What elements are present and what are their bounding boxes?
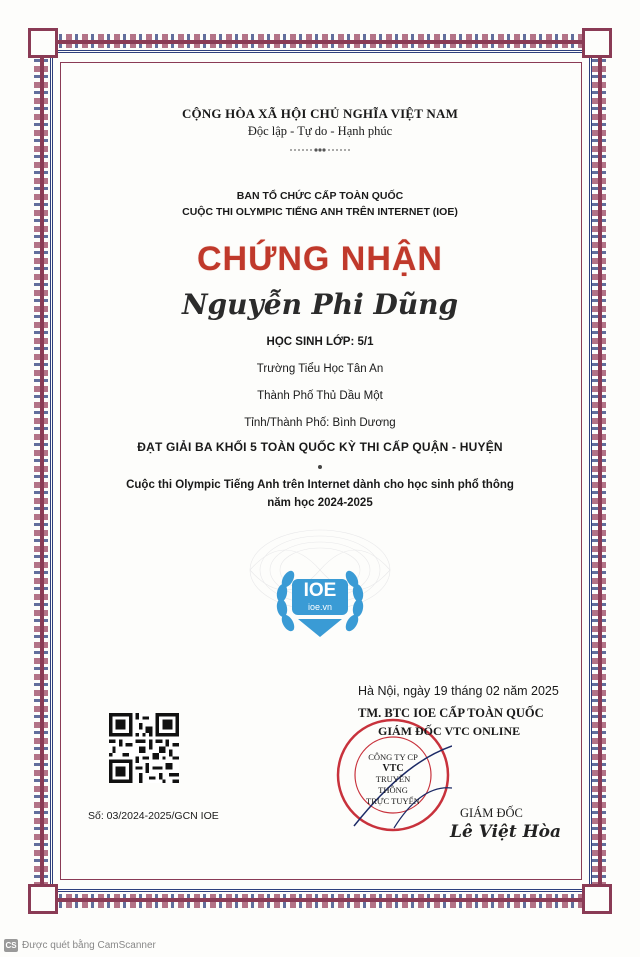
corner-ornament-top-left	[28, 28, 58, 58]
organizer-line-2: CUỘC THI OLYMPIC TIẾNG ANH TRÊN INTERNET (IOE)	[182, 206, 458, 218]
school-name: Trường Tiểu Học Tân An	[256, 363, 384, 375]
recipient-name: Nguyễn Phi Dũng	[181, 288, 459, 321]
star-divider-icon	[290, 146, 350, 154]
director-name: Lê Việt Hòa	[450, 822, 562, 842]
nation-title: CỘNG HÒA XÃ HỘI CHỦ NGHĨA VIỆT NAM	[181, 106, 459, 121]
scanner-footer-text: Được quét bằng CamScanner	[22, 940, 156, 951]
signatory-title-1: TM. BTC IOE CẤP TOÀN QUỐC	[358, 706, 544, 720]
stamp-line-2: VTC	[382, 763, 404, 774]
city-name: Thành Phố Thủ Dầu Một	[257, 390, 383, 402]
issue-date: Hà Nội, ngày 19 tháng 02 năm 2025	[358, 684, 559, 698]
logo-subtext: ioe.vn	[307, 602, 333, 612]
certificate-title: CHỨNG NHẬN	[197, 240, 443, 278]
stamp-line-3: TRUYỀN THÔNG	[375, 774, 411, 795]
stamp-line-1: CÔNG TY CP	[368, 752, 418, 762]
signatory-title-2: GIÁM ĐỐC VTC ONLINE	[378, 724, 521, 738]
camscanner-icon: CS	[5, 941, 17, 950]
certificate-serial-number: Số: 03/2024-2025/GCN IOE	[88, 810, 219, 822]
stamp-text	[366, 752, 420, 807]
director-label: GIÁM ĐỐC	[460, 806, 523, 820]
corner-ornament-bottom-left	[28, 884, 58, 914]
national-motto: Độc lập - Tự do - Hạnh phúc	[247, 124, 393, 138]
qr-code-icon	[109, 713, 179, 783]
student-class: HỌC SINH LỚP: 5/1	[266, 336, 374, 348]
award-text: ĐẠT GIẢI BA KHỐI 5 TOÀN QUỐC KỲ THI CẤP QUẬN - HUYỆN	[137, 440, 503, 454]
organizer-line-1: BAN TỔ CHỨC CẤP TOÀN QUỐC	[236, 190, 404, 202]
corner-ornament-top-right	[582, 28, 612, 58]
separator-dot	[318, 465, 322, 469]
corner-ornament-bottom-right	[582, 884, 612, 914]
province-name: Tỉnh/Thành Phố: Bình Dương	[244, 417, 396, 429]
competition-line-2: năm học 2024-2025	[267, 497, 373, 509]
stamp-line-4: TRỰC TUYẾN	[366, 796, 420, 806]
logo-text: IOE	[303, 580, 337, 601]
competition-line-1: Cuộc thi Olympic Tiếng Anh trên Internet dành cho học sinh phổ thông	[126, 479, 514, 491]
